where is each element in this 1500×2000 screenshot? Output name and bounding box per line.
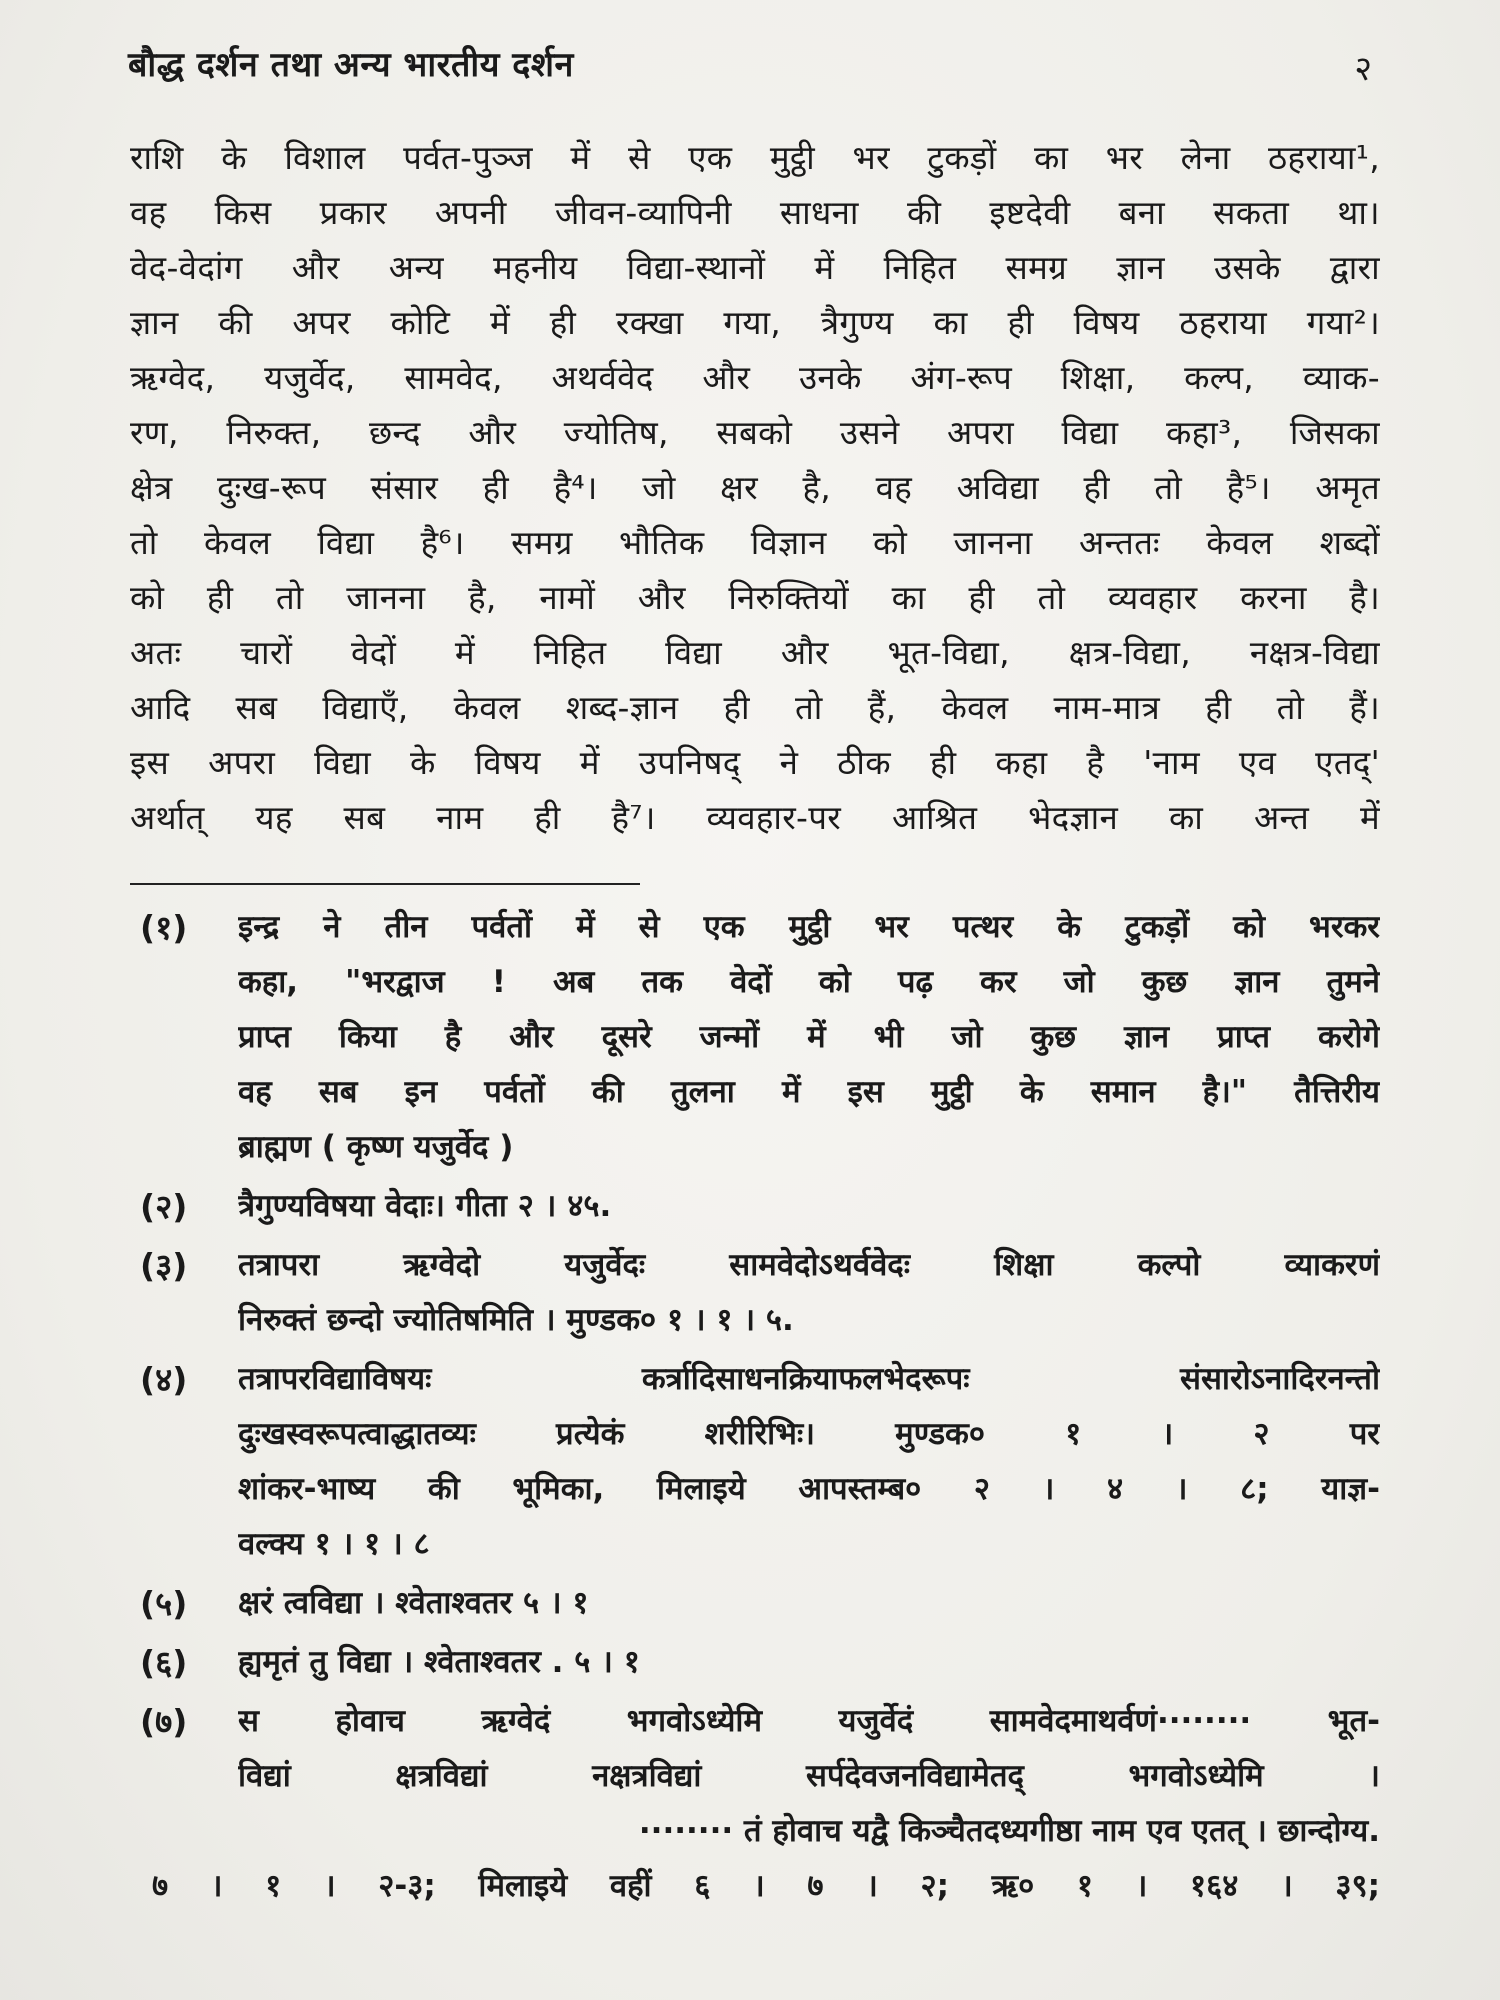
body-line: वेद-वेदांग और अन्य महनीय विद्या-स्थानों में निहित समग्र ज्ञान उसके द्वारा	[130, 248, 1380, 287]
footnotes	[130, 900, 1380, 1914]
footnote-line: क्षरं त्वविद्या । श्वेताश्वतर ५ । १	[238, 1585, 589, 1621]
footnote-separator-rule	[130, 883, 640, 885]
footnote-line: त्रैगुण्यविषया वेदाः। गीता २ । ४५.	[238, 1188, 612, 1224]
footnote-marker: (६)	[140, 1643, 188, 1682]
footnote-line: तत्रापरा ऋग्वेदो यजुर्वेदः सामवेदोऽथर्ववेदः शिक्षा कल्पो व्याकरणं	[238, 1247, 1380, 1283]
body-line: रण, निरुक्त, छन्द और ज्योतिष, सबको उसने अपरा विद्या कहा³, जिसका	[130, 413, 1380, 452]
footnote-line: शांकर-भाष्य की भूमिका, मिलाइये आपस्तम्ब० २ । ४ । ८; याज्ञ-	[238, 1471, 1380, 1507]
body-line: ऋग्वेद, यजुर्वेद, सामवेद, अथर्ववेद और उनके अंग-रूप शिक्षा, कल्प, व्याक-	[130, 358, 1380, 397]
footnote-line: इन्द्र ने तीन पर्वतों में से एक मुट्ठी भर पत्थर के टुकड़ों को भरकर	[238, 909, 1380, 945]
page-number: २	[1354, 49, 1372, 89]
footnote-line: दुःखस्वरूपत्वाद्धातव्यः प्रत्येकं शरीरिभिः। मुण्डक० १ । २ पर	[238, 1416, 1380, 1452]
footnote-line: स होवाच ऋग्वेदं भगवोऽध्येमि यजुर्वेदं सामवेदमाथर्वणं········ भूत-	[238, 1703, 1380, 1739]
body-line: आदि सब विद्याएँ, केवल शब्द-ज्ञान ही तो हैं, केवल नाम-मात्र ही तो हैं।	[130, 688, 1380, 727]
body-line: तो केवल विद्या है⁶। समग्र भौतिक विज्ञान को जानना अन्ततः केवल शब्दों	[130, 523, 1380, 562]
footnote-marker: (४)	[140, 1360, 188, 1399]
footnote-line: ब्राह्मण ( कृष्ण यजुर्वेद )	[238, 1129, 514, 1165]
footnote-marker: (१)	[140, 908, 188, 947]
body-line: वह किस प्रकार अपनी जीवन-व्यापिनी साधना की इष्टदेवी बना सकता था।	[130, 193, 1380, 232]
footnote-line: ह्यमृतं तु विद्या । श्वेताश्वतर . ५ । १	[238, 1644, 640, 1680]
footnote-6	[130, 1635, 1380, 1690]
footnote-marker: (३)	[140, 1246, 188, 1285]
footnote-2	[130, 1179, 1380, 1234]
footnote-line: ७ । १ । २-३; मिलाइये वहीं ६ । ७ । २; ऋ० १ । १६४ । ३९;	[152, 1868, 1380, 1904]
footnote-4	[130, 1352, 1380, 1572]
footnote-line: विद्यां क्षत्रविद्यां नक्षत्रविद्यां सर्पदेवजनविद्यामेतद् भगवोऽध्येमि ।	[238, 1758, 1380, 1794]
running-title: बौद्ध दर्शन तथा अन्य भारतीय दर्शन	[128, 45, 574, 85]
body-line: अतः चारों वेदों में निहित विद्या और भूत-विद्या, क्षत्र-विद्या, नक्षत्र-विद्या	[130, 633, 1380, 672]
page-header	[128, 40, 1372, 100]
footnote-marker: (७)	[140, 1702, 188, 1741]
body-line: इस अपरा विद्या के विषय में उपनिषद् ने ठीक ही कहा है 'नाम एव एतद्'	[130, 743, 1380, 782]
footnote-3	[130, 1238, 1380, 1348]
footnote-line: वह सब इन पर्वतों की तुलना में इस मुट्ठी के समान है।" तैत्तिरीय	[238, 1074, 1380, 1110]
body-text	[130, 130, 1380, 845]
footnote-marker: (५)	[140, 1584, 188, 1623]
body-line: राशि के विशाल पर्वत-पुञ्ज में से एक मुट्ठी भर टुकड़ों का भर लेना ठहराया¹,	[130, 138, 1380, 177]
body-line: ज्ञान की अपर कोटि में ही रक्खा गया, त्रैगुण्य का ही विषय ठहराया गया²।	[130, 303, 1380, 342]
footnote-line: निरुक्तं छन्दो ज्योतिषमिति । मुण्डक० १ । १ । ५.	[238, 1302, 794, 1338]
footnote-line: कहा, "भरद्वाज ! अब तक वेदों को पढ़ कर जो कुछ ज्ञान तुमने	[238, 964, 1380, 1000]
footnote-line: तत्रापरविद्याविषयः कर्त्रादिसाधनक्रियाफलभेदरूपः संसारोऽनादिरनन्तो	[238, 1361, 1380, 1397]
footnote-7	[130, 1694, 1380, 1914]
footnote-line: ········ तं होवाच यद्वै किञ्चैतदध्यगीष्ठा नाम एव एतत् । छान्दोग्य.	[638, 1813, 1380, 1849]
footnote-1	[130, 900, 1380, 1175]
footnote-line: प्राप्त किया है और दूसरे जन्मों में भी जो कुछ ज्ञान प्राप्त करोगे	[238, 1019, 1380, 1055]
footnote-marker: (२)	[140, 1187, 188, 1226]
body-line: क्षेत्र दुःख-रूप संसार ही है⁴। जो क्षर है, वह अविद्या ही तो है⁵। अमृत	[130, 468, 1380, 507]
body-line: अर्थात् यह सब नाम ही है⁷। व्यवहार-पर आश्रित भेदज्ञान का अन्त में	[130, 798, 1380, 837]
body-line: को ही तो जानना है, नामों और निरुक्तियों का ही तो व्यवहार करना है।	[130, 578, 1380, 617]
footnote-5	[130, 1576, 1380, 1631]
footnote-line: वल्क्य १ । १ । ८	[238, 1526, 430, 1562]
